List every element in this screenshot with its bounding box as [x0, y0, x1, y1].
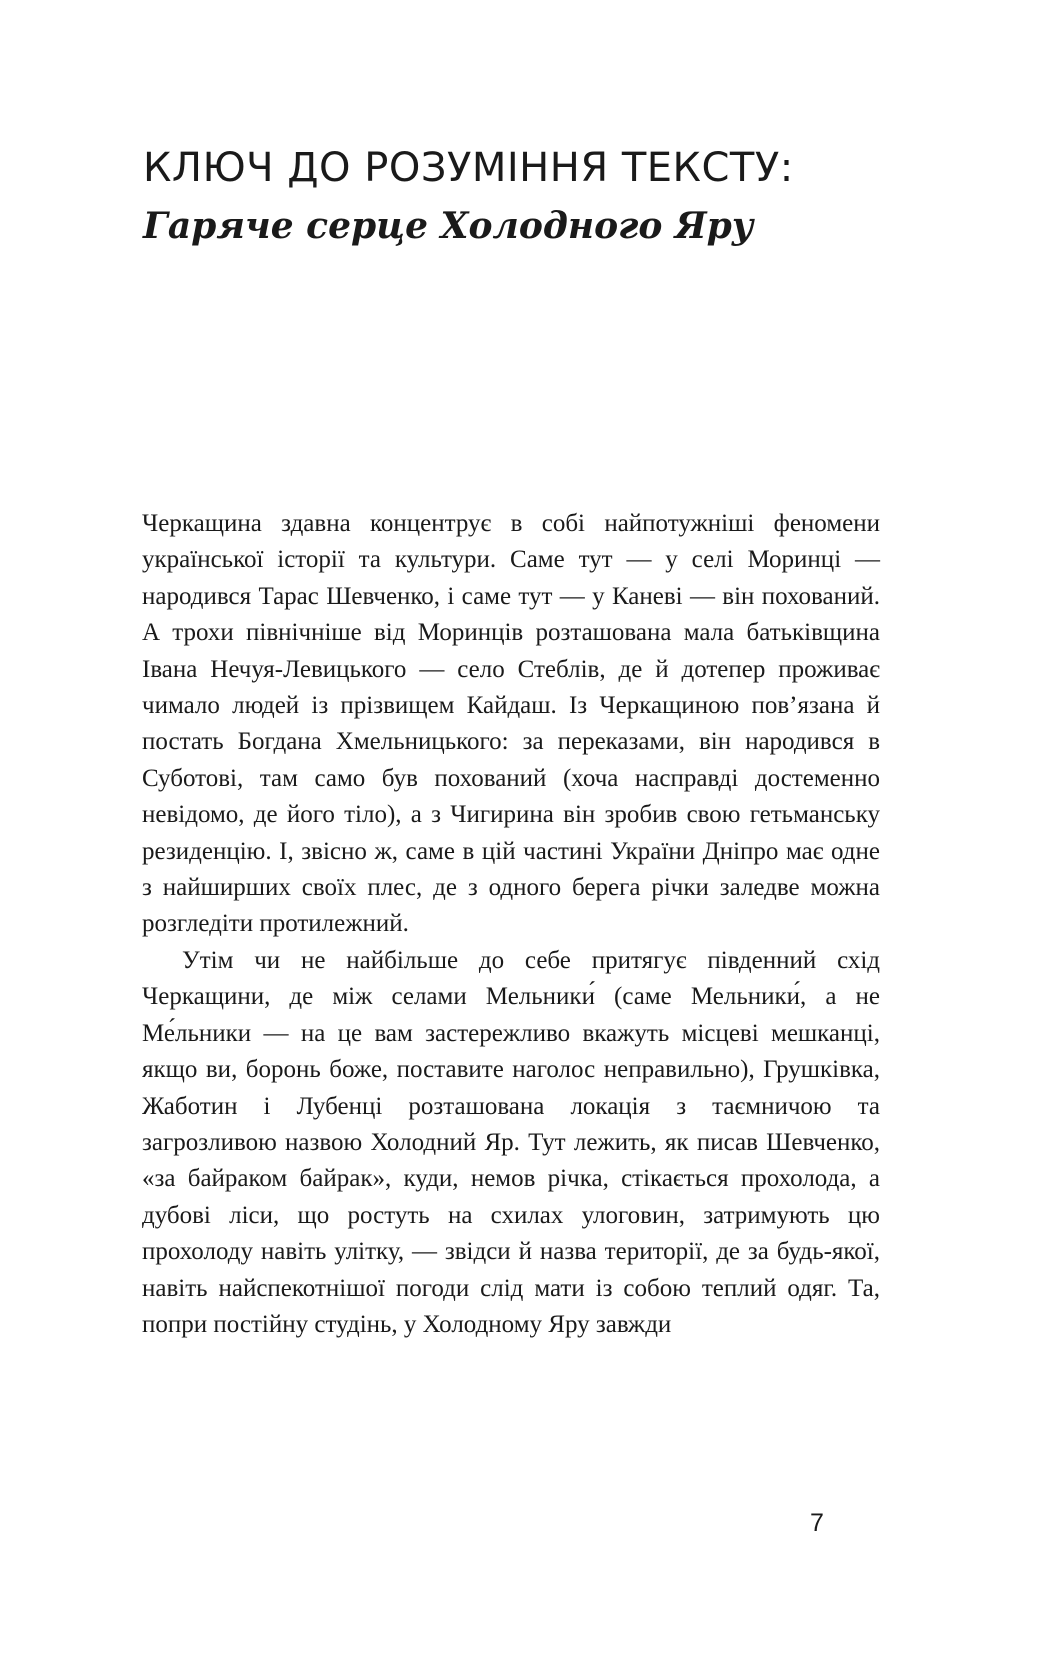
- chapter-title: КЛЮЧ ДО РОЗУМІННЯ ТЕКСТУ:: [143, 145, 794, 191]
- body-text: [142, 506, 880, 1343]
- paragraph-1: Черкащина здавна концентрує в собі найпотужніші феномени української історії та культури. Саме тут — у селі Моринці — народився Тарас Шевченко, і саме тут — у Каневі — він похований. А трохи північніше від Моринців розташована мала батьківщина Івана Нечуя-Левицького — село Стеблів, де й дотепер проживає чимало людей із прізвищем Кайдаш. Із Черкащиною пов’язана й постать Богдана Хмельницького: за переказами, він народився в Суботові, там само був похований (хоча насправді достеменно невідомо, де його тіло), а з Чигирина він зробив свою гетьманську резиденцію. І, звісно ж, саме в цій частині України Дніпро має одне з найширших своїх плес, де з одного берега річки заледве можна розгледіти протилежний.: [142, 510, 880, 938]
- page-number: 7: [810, 1509, 824, 1537]
- chapter-subtitle: Гаряче серце Холодного Яру: [143, 205, 754, 247]
- paragraph-2: Утім чи не найбільше до себе притягує південний схід Черкащини, де між селами Мельники́ (саме Мельники́, а не Ме́льники — на це вам застережливо вкажуть місцеві мешканці, якщо ви, боронь боже, поставите наголос неправильно), Грушківка, Жаботин і Лубенці розташована локація з таємничою та загрозливою назвою Холодний Яр. Тут лежить, як писав Шевченко, «за байраком байрак», куди, немов річка, стікається прохолода, а дубові ліси, що ростуть на схилах улоговин, затримують цю прохолоду навіть улітку, — звідси й назва території, де за будь-якої, навіть найспекотнішої погоди слід мати із собою теплий одяг. Та, попри постійну студінь, у Холодному Яру завжди: [142, 946, 880, 1338]
- chapter-heading: [143, 140, 943, 252]
